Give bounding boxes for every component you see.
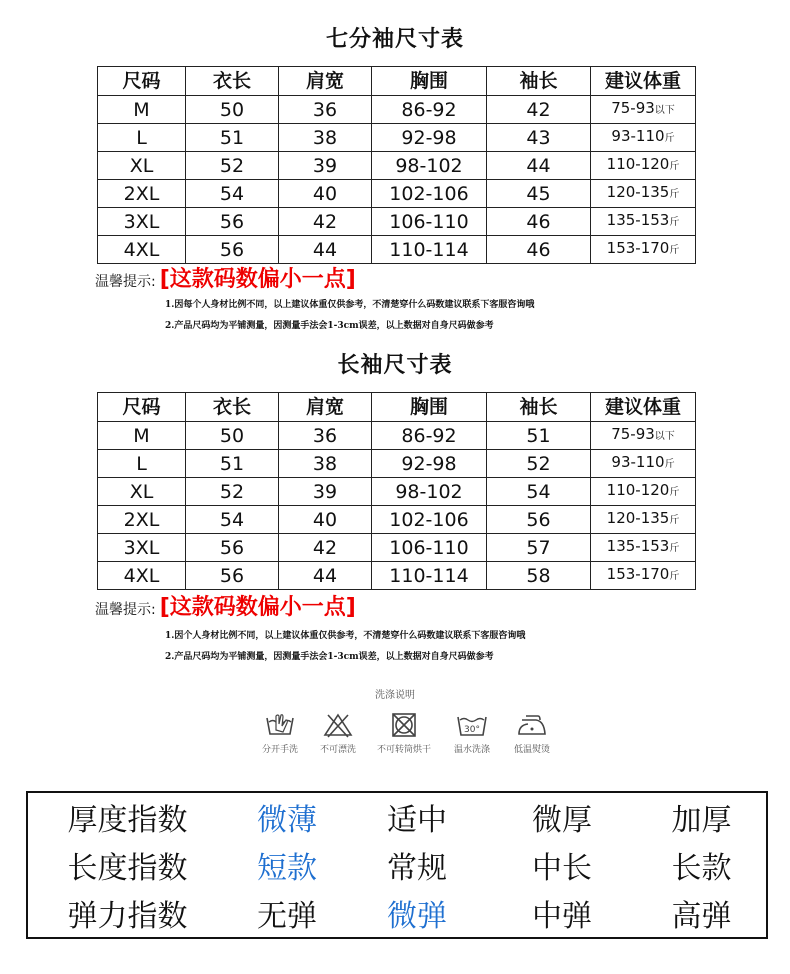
table-cell: 102-106 [372,506,487,534]
table-cell: 46 [487,208,591,236]
table-cell: L [98,450,186,478]
wash-item [492,712,572,755]
table-row [98,506,696,534]
index-label: 厚度指数 [67,803,188,838]
index-option: 常规 [387,850,447,886]
weight-range: 110-120 [606,155,670,173]
index-option: 中长 [532,850,592,886]
table-cell: 52 [186,478,279,506]
table-cell: 3XL [98,208,186,236]
table-row [98,208,696,236]
weight-cell [591,152,696,180]
table-cell: 106-110 [372,208,487,236]
table-cell: 42 [279,208,372,236]
table-cell: M [98,422,186,450]
table-cell: 51 [487,422,591,450]
table-cell: 44 [279,562,372,590]
table-row [98,562,696,590]
fabric-index-table [26,791,768,939]
note-1: 1.因每个人身材比例不同，以上建议体重仅供参考，不清楚穿什么码数建议联系下客服咨询哦 [165,300,535,310]
header-cell: 袖长 [487,393,591,422]
weight-cell [591,562,696,590]
table-cell: 4XL [98,236,186,264]
table-row [98,236,696,264]
table-cell: 98-102 [372,478,487,506]
header-cell: 建议体重 [591,67,696,96]
table-cell: 57 [487,534,591,562]
table-cell: 54 [487,478,591,506]
no-tumble-dry-icon [389,712,419,738]
index-row [27,792,767,841]
weight-unit: 斤 [664,133,675,144]
header-cell: 肩宽 [279,393,372,422]
table-cell: 2XL [98,506,186,534]
tip-label: 温馨提示: [95,274,156,290]
header-cell: 肩宽 [279,67,372,96]
wash-label: 分开手洗 [261,745,298,755]
weight-unit: 以下 [654,431,675,442]
table-cell: 45 [487,180,591,208]
index-option: 长款 [671,850,732,886]
weight-range: 93-110 [611,127,665,145]
table-cell: 86-92 [372,96,487,124]
table-cell: 50 [186,96,279,124]
index-option: 微厚 [532,803,592,838]
table-cell: 40 [279,506,372,534]
table-cell: 56 [186,562,279,590]
header-cell: 胸围 [372,393,487,422]
table-cell: 44 [487,152,591,180]
weight-unit: 斤 [669,543,680,554]
table-cell: 44 [279,236,372,264]
table-cell: 36 [279,96,372,124]
weight-unit: 斤 [669,217,680,228]
table-cell: 58 [487,562,591,590]
table-row [98,180,696,208]
index-option: 适中 [387,803,447,838]
header-cell: 胸围 [372,67,487,96]
note-1: 1.因个人身材比例不同，以上建议体重仅供参考，不清楚穿什么码数建议联系下客服咨询哦 [165,631,526,641]
table-cell: 56 [186,534,279,562]
size-table-long-sleeve [97,392,696,590]
index-option: 无弹 [257,898,317,934]
table-cell: 86-92 [372,422,487,450]
index-row [27,841,767,889]
table-cell: 46 [487,236,591,264]
table-row [98,124,696,152]
long-sleeve-title: 长袖尺寸表 [337,353,453,378]
table-cell: 50 [186,422,279,450]
weight-unit: 斤 [669,515,680,526]
weight-cell [591,236,696,264]
low-iron-icon [516,712,548,738]
weight-cell [591,478,696,506]
weight-unit: 以下 [654,105,675,116]
index-row [27,889,767,938]
weight-range: 135-153 [606,211,670,229]
weight-unit: 斤 [669,487,680,498]
note-2: 2.产品尺码均为平铺测量，因测量手法会1-3cm误差，以上数据对自身尺码做参考 [165,652,494,662]
washing-title: 洗涤说明 [375,690,415,701]
tip-highlight: [这款码数偏小一点] [159,595,356,620]
header-cell: 尺码 [98,67,186,96]
table-cell: 38 [279,450,372,478]
table-cell: 56 [487,506,591,534]
tip-highlight: [这款码数偏小一点] [159,267,356,292]
header-cell: 衣长 [186,67,279,96]
table-cell: 42 [487,96,591,124]
weight-cell [591,96,696,124]
weight-range: 120-135 [606,509,670,527]
table-cell: 56 [186,208,279,236]
table-row [98,152,696,180]
hand-wash-icon [265,712,295,738]
tip [95,590,356,621]
table-cell: 52 [186,152,279,180]
tip-label: 温馨提示: [95,602,156,618]
table-cell: 92-98 [372,450,487,478]
table-cell: 2XL [98,180,186,208]
header-cell: 尺码 [98,393,186,422]
note-2: 2.产品尺码均为平铺测量，因测量手法会1-3cm误差，以上数据对自身尺码做参考 [165,321,494,331]
weight-range: 153-170 [606,565,670,583]
header-cell: 建议体重 [591,393,696,422]
table-cell: 43 [487,124,591,152]
weight-cell [591,450,696,478]
weight-unit: 斤 [669,161,680,172]
weight-cell [591,534,696,562]
table-cell: 92-98 [372,124,487,152]
table-header-row [98,67,696,96]
index-label: 长度指数 [67,850,188,886]
weight-range: 120-135 [606,183,670,201]
table-cell: 39 [279,478,372,506]
table-cell: 52 [487,450,591,478]
weight-unit: 斤 [669,189,680,200]
table-cell: L [98,124,186,152]
tip [95,262,356,293]
weight-range: 110-120 [606,481,670,499]
header-cell: 袖长 [487,67,591,96]
table-cell: 51 [186,450,279,478]
table-row [98,534,696,562]
index-option: 短款 [257,850,317,886]
table-cell: 54 [186,506,279,534]
table-row [98,478,696,506]
no-bleach-icon [323,712,353,738]
weight-cell [591,422,696,450]
table-cell: XL [98,152,186,180]
index-option: 高弹 [671,898,732,934]
size-table-7-sleeve [97,66,696,264]
table-cell: XL [98,478,186,506]
table-cell: 39 [279,152,372,180]
table-cell: 106-110 [372,534,487,562]
table-cell: 3XL [98,534,186,562]
table-cell: 110-114 [372,236,487,264]
wash-label: 低温熨烫 [513,745,550,755]
wash-label: 温水洗涤 [453,745,490,755]
sleeve-7-title: 七分袖尺寸表 [325,27,464,52]
table-cell: 42 [279,534,372,562]
weight-unit: 斤 [669,245,680,256]
wash-30-icon [456,712,488,738]
table-row [98,96,696,124]
weight-range: 135-153 [606,537,670,555]
table-cell: 54 [186,180,279,208]
index-option: 微弹 [387,898,447,934]
weight-cell [591,180,696,208]
table-header-row [98,393,696,422]
index-option: 中弹 [532,898,592,934]
weight-cell [591,506,696,534]
wash-temp: 30° [464,725,480,735]
weight-cell [591,124,696,152]
table-cell: 38 [279,124,372,152]
table-cell: 40 [279,180,372,208]
index-label: 弹力指数 [67,898,188,934]
weight-unit: 斤 [664,459,675,470]
weight-range: 153-170 [606,239,670,257]
weight-range: 75-93 [611,99,655,117]
index-option: 加厚 [671,803,732,838]
wash-label: 不可转筒烘干 [376,745,431,755]
weight-range: 93-110 [611,453,665,471]
table-row [98,422,696,450]
weight-unit: 斤 [669,571,680,582]
table-cell: M [98,96,186,124]
table-cell: 36 [279,422,372,450]
header-cell: 衣长 [186,393,279,422]
weight-range: 75-93 [611,425,655,443]
table-cell: 110-114 [372,562,487,590]
table-cell: 56 [186,236,279,264]
table-cell: 4XL [98,562,186,590]
table-cell: 98-102 [372,152,487,180]
wash-label: 不可漂洗 [319,745,356,755]
index-option: 微薄 [257,803,317,838]
table-row [98,450,696,478]
weight-cell [591,208,696,236]
table-cell: 51 [186,124,279,152]
table-cell: 102-106 [372,180,487,208]
